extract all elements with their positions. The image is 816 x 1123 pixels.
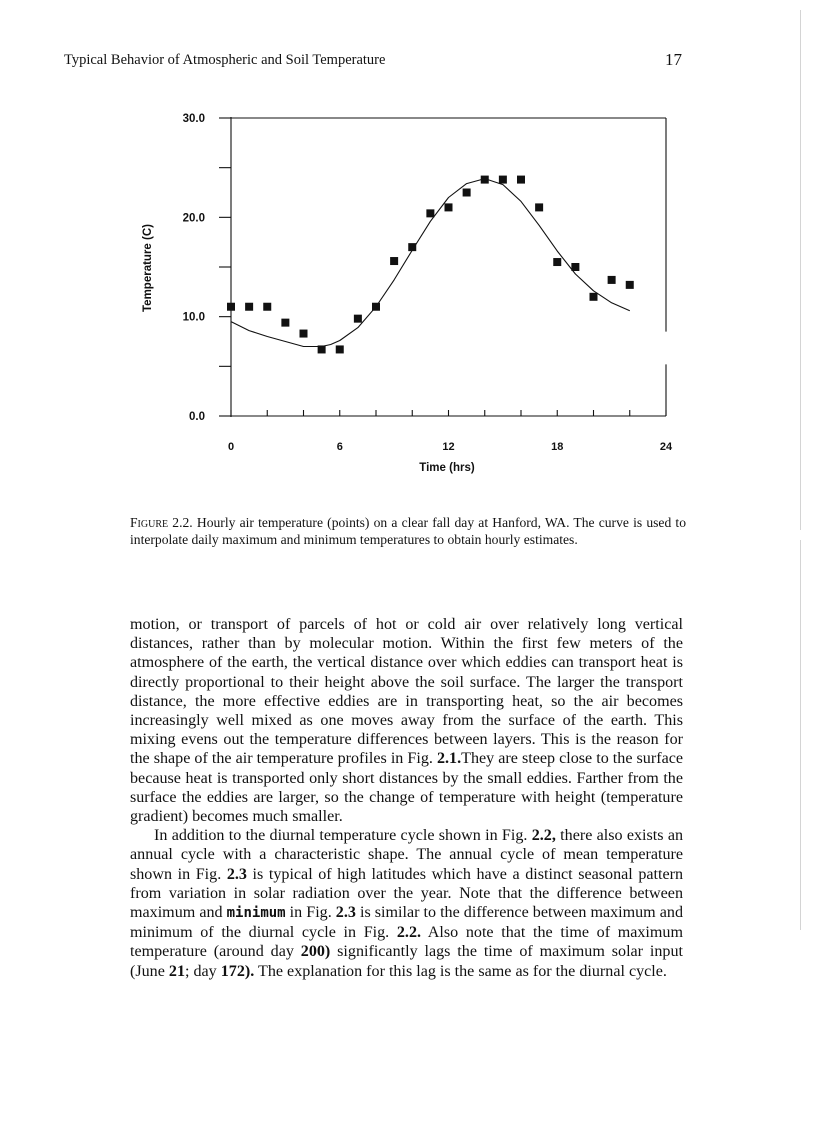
x-tick-label: 0 (227, 441, 235, 453)
tick-labels (183, 113, 673, 453)
data-point (535, 203, 543, 211)
x-tick-label: 6 (336, 441, 343, 453)
x-tick-label: 18 (551, 441, 564, 453)
running-head (64, 52, 684, 72)
x-axis-label: Time (hrs) (419, 462, 475, 474)
data-point (499, 176, 507, 184)
data-point (608, 276, 616, 284)
data-point (481, 176, 489, 184)
y-tick-label: 20.0 (182, 212, 205, 225)
points-layer (227, 176, 634, 354)
data-point (626, 281, 634, 289)
data-point (408, 243, 416, 251)
data-point (445, 203, 453, 211)
running-title: Typical Behavior of Atmospheric and Soil Temperature (64, 52, 386, 68)
data-point (263, 303, 271, 311)
data-point (354, 315, 362, 323)
interpolating-curve (231, 179, 630, 347)
y-axis-label: Temperature (C) (142, 224, 154, 312)
chart-axes (219, 117, 666, 417)
data-point (590, 293, 598, 301)
x-tick-label: 24 (659, 441, 673, 453)
data-point (463, 189, 471, 197)
scan-edge-line (800, 540, 801, 930)
page-number: 17 (665, 50, 682, 69)
data-point (300, 330, 308, 338)
data-point (553, 258, 561, 266)
paragraph-1: motion, or transport of parcels of hot or cold air over relatively long vertical distances, rather than by molecular motion. Within the first few meters of the atmosphere of the earth, the vertical distance over which eddies can transport heat is directly proportional to their height above the soil surface. The larger the transport distance, the more effective eddies are in transporting heat, so the air becomes increasingly well mixed as one moves away from the surface of the earth. This mixing evens out the temperature differences between layers. This is the reason for the shape of the air temperature profiles in Fig. 2.1.They are steep close to the surface because heat is transported only short distances by the small eddies. Farther from the surface the eddies are larger, so the change of temperature with height (temperature gradient) becomes much smaller. (130, 616, 683, 826)
body-text (130, 615, 683, 981)
curve-layer (231, 179, 630, 347)
data-point (426, 209, 434, 217)
data-point (227, 303, 235, 311)
data-point (372, 303, 380, 311)
data-point (318, 345, 326, 353)
data-point (390, 257, 398, 265)
figure-label: Figure 2.2. (130, 515, 193, 530)
data-point (517, 176, 525, 184)
paragraph-2: In addition to the diurnal temperature cycle shown in Fig. 2.2, there also exists an annual cycle with a characteristic shape. The annual cycle of mean temperature shown in Fig. 2.3 is typical of high latitudes which have a distinct seasonal pattern from variation in solar radiation over the year. Note that the difference between maximum and minimum in Fig. 2.3 is similar to the difference between maximum and minimum of the diurnal cycle in Fig. 2.2. Also note that the time of maximum temperature (around day 200) significantly lags the time of maximum solar input (June 21; day 172). The explanation for this lag is the same as for the diurnal cycle. (130, 827, 684, 980)
caption-text: Hourly air temperature (points) on a clear fall day at Hanford, WA. The curve is used to interpolate daily maximum and minimum temperatures to obtain hourly estimates. (130, 515, 686, 547)
scan-edge-line (800, 10, 801, 530)
y-tick-label: 10.0 (182, 311, 205, 324)
data-point (245, 303, 253, 311)
y-tick-label: 30.0 (182, 113, 205, 125)
y-tick-label: 0.0 (189, 411, 205, 423)
data-point (281, 319, 289, 327)
figure-caption (130, 514, 686, 548)
data-point (571, 263, 579, 271)
temperature-chart (120, 100, 690, 480)
data-point (336, 345, 344, 353)
x-tick-label: 12 (442, 441, 455, 453)
